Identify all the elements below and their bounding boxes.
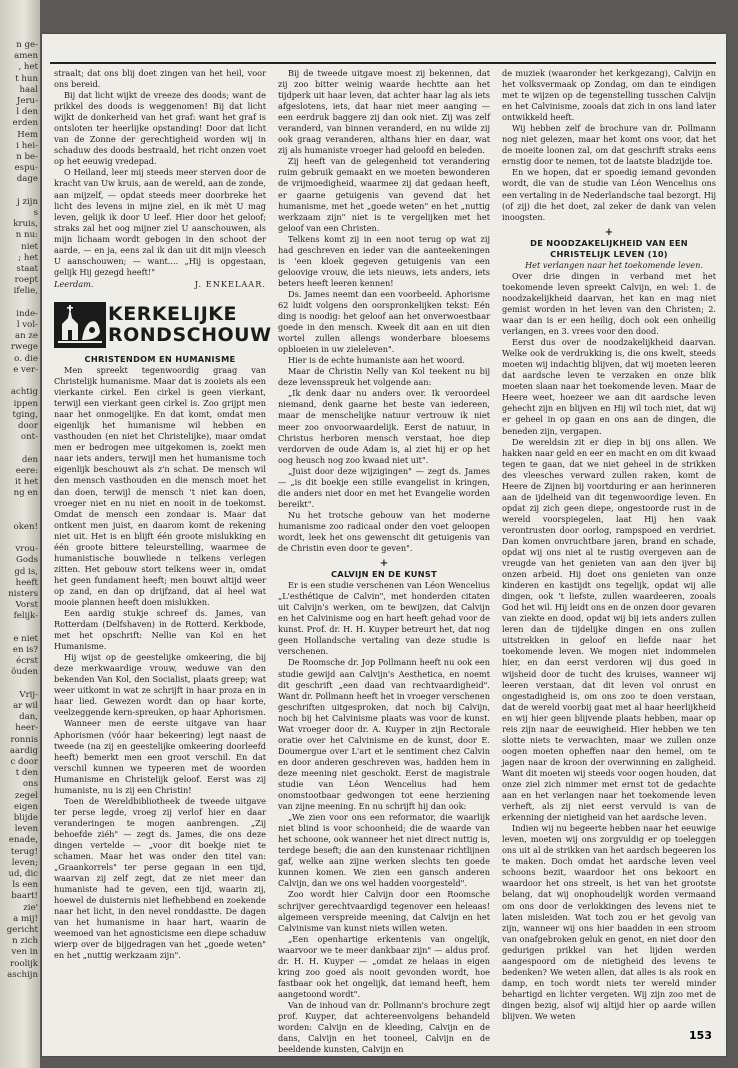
adjacent-page-fragment: Hem — [17, 129, 38, 140]
adjacent-page-fragment: blijde — [13, 813, 38, 824]
adjacent-page-fragment: zie' — [23, 902, 38, 913]
adjacent-page-fragment: espu- — [14, 163, 38, 174]
cross-ornament: + — [604, 226, 614, 238]
paragraph: Wanneer men de eerste uitgave van haar Aphorismen (vóór haar bekeering) legt naast de tweede (na zij en geestelijke omkeering doorleefd heeft) bemerkt men een groot verschil. En dat verschil kunnen we typeeren met de woorden Humanisme en Christelijk geloof. Eerst was zij humaniste, nu is zij een Christin! — [54, 718, 266, 795]
adjacent-page-fragment: aschijn — [7, 969, 38, 980]
adjacent-page-fragment: niet — [21, 241, 38, 252]
adjacent-page-fragment: amen — [14, 51, 38, 62]
paragraph: Hier is de echte humaniste aan het woord. — [288, 355, 465, 366]
adjacent-page-fragment: t hun — [15, 73, 38, 84]
adjacent-page-fragment: ont- — [20, 432, 38, 443]
adjacent-page-fragment — [1, 376, 38, 387]
adjacent-page-fragment: erden — [12, 118, 38, 129]
adjacent-page-fragment: , het — [18, 62, 38, 73]
column-1 — [54, 68, 272, 1018]
adjacent-page-fragment: staat — [16, 264, 38, 275]
adjacent-page-fragment: öuden — [11, 667, 38, 678]
adjacent-page-fragment: eere: — [15, 465, 38, 476]
signature-name: J. ENKELAAR. — [194, 278, 266, 289]
paragraph: Zoo wordt hier Calvijn door een Roomsche schrijver gerechtvaardigd tegenover een heleaas! algemeen verspreide meening, dat Calvijn en het Calvinisme van kunst niets willen weten. — [278, 889, 490, 933]
adjacent-page-fragment: zegel — [15, 790, 38, 801]
adjacent-page-fragment: Vrij- — [19, 689, 38, 700]
adjacent-page-fragment: vrou- — [15, 544, 38, 555]
adjacent-page-fragment: ; het — [18, 252, 38, 263]
adjacent-page-fragment: Gods — [16, 555, 38, 566]
adjacent-page-fragment: n ge- — [16, 40, 38, 50]
adjacent-page-text — [1, 40, 38, 1050]
paragraph: Hij wijst op de geestelijke omkeering, die bij deze merkwaardige vrouw, weduwe van den bekenden Van Kol, den Socialist, plaats greep; wat weer uitkomt in wat ze schrijft in haar proza en in haar lied. Gewezen wordt dan op haar korte, veelzeggende kern-spreuken, op haar Aphorismen. — [54, 652, 266, 718]
paragraph: De wereldsin zit er diep in bij ons allen. We hakken naar geld en eer en macht en om dit kwaad tegen te gaan, dat we niet geheel in de strikken des vleesches verward zullen raken, komt de Heere de Zijnen bij voortduring er aan herinneren aan de ijdelheid van dit tegenwoordige leven. En opdat zij zich geen diepe, ongestoorde rust in de wereld voorspiegelen, laat Hij hen vaak verontrusten door oorlog, rampspoed en verdriet. Dan komen onvruchtbare jaren, brand en schade, opdat wij ons niet al te rustig overgeven aan de vreugde van het genieten van aan den ijver bij onzen arbeid. Hij doet ons genieten van onze kinderen en kastijdt ons tegelijk, opdat wij alle dingen, ook 't liefste, zullen waardeeren, zooals God het wil. Hij leidt ons en de onzen door gevaren van ziekte en dood, opdat wij bij iets anders zullen leren dan de tijdelijke dingen en ons zullen uitstrekken in geloof en liefde naar het toekomende leven. We mogen niet indommelen hier, en dan eerst verdoren wij dus goed in wijsheid door de tucht des kruises, wanneer wij leeren verstaan, dat dit leven vol onrust en ongestadigheid is, om ons zoo te doen verstaan, dat de wereld voorbij gaat met al haar heerlijkheid en wij hier geen blijvende plaats hebben, maar op reis zijn naar de eeuwigheid. Hier hebben we ten slotte niets te verwachten, maar we zullen onze oogen moeten opheffen naar den hemel, om te jagen naar de kroon der overwinning en zaligheid. Want dit moeten wij steeds voor oogen houden, dat onze ziel zich nimmer met ernst tot de gedachte aan en het verlangen naar het toekomende leven verheft, als zij niet eerst vervuld is van de erkenning der nietigheid van het aardsche leven. — [502, 436, 716, 823]
paragraph: „Ik denk daar nu anders over. Ik veroordeel niemand, denk gaarne het beste van iedereen, maar de menschelijke natuur vertrouw ik niet meer zoo onvoorwaardelijk. Eerst de natuur, in Christus herboren mensch verstaat, hoe diep verdorven de oude Adam is, al ziet hij er op het oog heusch nog zoo kwaad niet uit". — [278, 388, 490, 465]
adjacent-page-fragment: it het — [14, 476, 38, 487]
adjacent-page-fragment: achtig — [10, 387, 38, 398]
section-text — [278, 68, 490, 554]
adjacent-page-fragment — [1, 499, 38, 510]
adjacent-page-fragment: ar wil — [13, 700, 38, 711]
adjacent-page-fragment: s — [33, 208, 38, 219]
adjacent-page-fragment — [1, 679, 38, 690]
cross-ornament: + — [379, 558, 389, 570]
adjacent-page-fragment: leven — [14, 824, 38, 835]
paragraph: Over drie dingen in verband met het toekomende leven spreekt Calvijn, en wel: 1. de noodzakelijkheid daarvan, het kan en mag niet gemist worden in het leven van den Christen; 2. waar dan is er een heilig, doch ook een onheilig verlangen, en 3. vrees voor den dood. — [502, 270, 716, 337]
adjacent-page-fragment: n be- — [16, 152, 38, 163]
rubric-title-line-2: RONDSCHOUW — [108, 323, 272, 346]
column-3 — [502, 68, 716, 1021]
adjacent-page-fragment: a mij! — [13, 913, 38, 924]
adjacent-page-fragment: t den — [15, 768, 38, 779]
paragraph: De Roomsche dr. Jop Pollmann heeft nu ook een studie gewijd aan Calvijn's Aesthetica, en noemt dit geschrift „een daad van rechtvaardigheid". Want dr. Pollmann heeft het in vroeger verschenen geschriften uitgesproken, dat noch bij Calvijn, noch bij het Calvinisme plaats was voor de kunst. Wat vroeger door dr. A. Kuyper in zijn Rectorale oratie over het Calvinisme en de kunst, door E. Doumergue over L'art et le sentiment chez Calvin en door anderen geschreven was, hadden hem in deze meening niet geschokt. Eerst de magistrale studie van Léon Wencelius had hem onomstootbaar gedwongen tot eene herziening van zijne meening. En nu schrijft hij dan ook: — [278, 657, 490, 812]
section-subtitle: Het verlangen naar het toekomende leven. — [525, 259, 703, 270]
adjacent-page-fragment: j zijn — [17, 196, 38, 207]
paragraph: Telkens komt zij in een noot terug op wat zij had geschreven en ieder van die aanteekeningen is 'een kloek gegeven getuigenis van een geloovige vrouw, die iets nieuws, iets anders, iets beters heeft leeren kennen! — [278, 233, 490, 288]
magazine-page — [42, 34, 726, 1056]
adjacent-page-fragment: écrst — [16, 656, 38, 667]
adjacent-page-fragment: ls een — [12, 880, 38, 891]
adjacent-page-fragment: heer- — [15, 723, 38, 734]
adjacent-page-fragment: en is? — [12, 644, 38, 655]
adjacent-page-fragment: l vol- — [16, 320, 38, 331]
adjacent-page-fragment: ven in — [11, 947, 38, 958]
column-2 — [278, 68, 490, 1055]
signature-place: Leerdam. — [54, 278, 94, 289]
adjacent-page-fragment: Jeru- — [16, 96, 38, 107]
top-rule — [50, 62, 716, 64]
paragraph: Bij dat licht wijkt de vreeze des doods; want de prikkel des doods is weggenomen! Bij dat licht wijkt de donkerheid van het graf: want het graf is ontsloten ter heerlijke opstanding! Door dat licht van de Zonne der gerechtigheid worden wij in schaduw des doods bestraald, het richt onzen voet op het eeuwig vredepad. — [54, 90, 266, 167]
paragraph: Men spreekt tegenwoordig graag van Christelijk humanisme. Maar dat is zooiets als een vierkante cirkel. Een cirkel is geen vierkant, terwijl een vierkant geen cirkel is. Zoo grijpt men naar het onmogelijke. En dat komt, omdat men eigenlijk het humanisme wil hebben en vasthouden (en niet het Christelijke), maar omdat men er bedrogen mee uitgekomen is, zoekt men naar iets anders, terwijl men het humanisme toch eigenlijk beschouwt als z'n schat. De mensch wil den mensch vasthouden en die mensch moet het dan doen, terwijl de mensch 't niet kan doen, vroeger niet en nu niet en nooit in de toekomst. Omdat de mensch een zondaar is. Maar dat ontkent men juist, en daarom komt de rekening niet uit. Het is en blijft één groote mislukking en één groote bittere teleurstelling, waarmee de humanistische bouwliede n telkens verlegen zitten. Het gebouw stort telkens weer in, omdat het geen fundament heeft; men bouwt altijd weer op zand, en dan op drijfzand, dat al heel wat mooie plannen heeft doen mislukken. — [54, 364, 266, 607]
section-text — [54, 365, 266, 962]
paragraph: Wij hebben zelf de brochure van dr. Pollmann nog niet gelezen, maar het komt ons voor, dat het de moeite loonen zal, om dat geschrift straks eens ernstig door te nemen, tot de laatste bladzijde toe. — [502, 123, 716, 167]
adjacent-page-fragment: o. die — [14, 353, 38, 364]
signature — [54, 279, 266, 290]
adjacent-page-fragment: rwege — [10, 342, 38, 353]
paragraph: Nu het trotsche gebouw van het moderne humanisme zoo radicaal onder den voet geloopen wordt, leek het ons gewenscht dit getuigenis van de Christin even door te geven". — [278, 509, 490, 554]
adjacent-page-fragment: enade, — [8, 835, 38, 846]
adjacent-page-fragment: oken! — [13, 521, 38, 532]
church-emblem-icon — [54, 302, 106, 348]
adjacent-page-fragment: aardig — [9, 745, 38, 756]
paragraph: O Heiland, leer mij steeds meer sterven door de kracht van Uw kruis, aan de wereld, aan de zonde, aan mijzelf, — opdat steeds meer doorbreke het licht des levens in mijne ziel, en ik mèt U mag leven, gelijk ik door U leef. Hier door het geloof; straks zal het oog mijner ziel U aanschouwen, als mijn lichaam wordt gebogen in den schoot der aarde, — en ja, eens zal ik dan uit dit mijn vleesch U aanschouwen; — want.... „Hij is opgestaan, gelijk Hij gezegd heeft!" — [54, 167, 266, 277]
adjacent-page-fragment: ud, dic — [8, 869, 38, 880]
adjacent-page-fragment: den — [21, 454, 38, 465]
adjacent-page-fragment: kruis, — [13, 219, 38, 230]
adjacent-page-fragment — [1, 186, 38, 197]
paragraph: En we hopen, dat er spoedig iemand gevonden wordt, die van de studie van Léon Wencelius ons een vertaling in de Nederlandsche taal bezorgt. Hij (of zij) die het doet, zal zeker de dank van velen inoogsten. — [502, 167, 716, 222]
adjacent-page-fragment: ons — [22, 779, 38, 790]
meditation-text — [54, 68, 266, 278]
adjacent-page-fragment: i hei- — [16, 140, 38, 151]
adjacent-page-fragment: heeft — [15, 577, 38, 588]
adjacent-page-fragment: dage — [16, 174, 38, 185]
paragraph: Eerst dus over de noodzakelijkheid daarvan. Welke ook de verdrukking is, die ons kwelt, steeds moeten wij indachtig blijven, dat wij moeten leeren dat aardsche leven te verzaken en onze blik moeten slaan naar het toekomende leven. Maar de Heere weet, hoezeer we aan dit aardsche leven gehecht zijn en blijven en Hij wil toch niet, dat wij er geheel in op gaan en ons aan de dingen, die beneden zijn, vergapen. — [502, 337, 716, 436]
adjacent-page-fragment: ifelie, — [13, 286, 38, 297]
rubric-banner — [54, 302, 272, 348]
paragraph: „Juist door deze wijzigingen" — zegt ds. James — „is dit boekje een stille evangelist in kringen, die anders niet door en met het Evangelie worden bereikt". — [278, 465, 490, 509]
adjacent-page-fragment: l den — [16, 107, 38, 118]
adjacent-page-fragment: leven; — [11, 857, 38, 868]
paragraph: Bij de tweede uitgave moest zij bekennen, dat zij zoo bitter weinig waarde hechtte aan het tijdperk uit haar leven, dat achter haar lag als iets afgeslotens, iets, dat haar niet meer aanging — een eerdruk baggere zij dan ook niet. Zij was zelf veranderd, van binnen veranderd, en nu wilde zij ook graag veranderen, althans hier en daar, wat zij als humaniste vroeger had geloofd en beleden. — [278, 68, 490, 156]
section-heading: CALVIJN EN DE KUNST — [331, 569, 437, 580]
adjacent-page-fragment: dan, — [19, 712, 38, 723]
paragraph: straalt; dat ons blij doet zingen van het heil, voor ons bereid. — [54, 68, 266, 90]
page-number: 153 — [689, 1029, 712, 1042]
adjacent-page-edge — [0, 0, 40, 1068]
section-text — [502, 68, 716, 223]
paragraph: Van de inhoud van dr. Pollmann's brochure zegt prof. Kuyper, dat achtereenvolgens behandeld worden: Calvijn en de kleeding, Calvijn en de dans, Calvijn en het tooneel, Calvijn en de beeldende kunsten, Calvijn en — [278, 999, 490, 1055]
section-heading: CHRISTENDOM EN HUMANISME — [84, 353, 236, 364]
adjacent-page-fragment — [1, 443, 38, 454]
adjacent-page-fragment — [1, 511, 38, 522]
paragraph: Indien wij nu begeerte hebben naar het eeuwige leven, moeten wij ons zorgvuldig er op toeleggen ons uit al de strikken van het aardsch begeeren los te maken. Doch omdat het aardsche leven veel schoons bezit, waardoor het ons bekoort en waardoor het ons streelt, is het van het grootste belang, dat wij onophoudelijk worden vermaand om ons door de verlokkingen des levens niet te laten misleiden. Wat toch zou er het gevolg van zijn, wanneer wij ons hier baadden in een stroom van onafgebroken geluk en genot, en niet door den gedurigen prikkel van het lijden werden aangespoord om de nietigheid des levens te bedenken? We weten allen, dat alles is als rook en damp, en toch wordt niets ter wereld minder behartigd en lichter vergeten. Wij zijn zoo met de dingen bezig, alsof wij altijd hier op aarde willen blijven. We weten — [502, 823, 716, 1021]
adjacent-page-fragment: terug! — [10, 846, 38, 857]
paragraph: Toen de Wereldbibliotheek de tweede uitgave ter perse legde, vroeg zij verlof hier en daar veranderingen te mogen aanbrengen. „Zij behoefde ziéh" — zegt ds. James, die ons deze dingen vertelde — „voor dit boekje niet te schamen. Maar het was onder den titel van: „Graankorrels" ter perse gegaan in een tijd, waarvan zij zelf zegt, dat ze niet meer dan humaniste had te geven, een tijd, waarin zij, hoewel de duisternis niet liefhebbend en zoekende naar het licht, in den nevel ronddastte. De dagen van het humanisme in haar hart, waarin de weemoed van het agnosticisme een diepe schaduw wierp over de bijgedragen van het „goede weten" en het „nuttig werkzaam zijn". — [54, 795, 266, 961]
adjacent-page-fragment: baart! — [11, 891, 38, 902]
adjacent-page-fragment: an ze — [14, 331, 38, 342]
adjacent-page-fragment: felijk- — [13, 611, 38, 622]
paragraph: Een aardig stukje schreef ds. James, van Rotterdam (Delfshaven) in de Rotterd. Kerkbode, met het opschrift: Nellie van Kol en het Humanisme. — [54, 608, 266, 652]
section-text — [278, 580, 490, 1055]
paragraph: „Een openhartige erkentenis van ongelijk, waarvoor we te meer dankbaar zijn" — aldus prof. dr. H. H. Kuyper — „omdat ze helaas in eigen kring zoo goed als nooit gevonden wordt, hoe fastbaar ook het ongelijk, dat iemand heeft, hem aangetoond wordt". — [278, 933, 490, 999]
adjacent-page-fragment: roept — [14, 275, 38, 286]
adjacent-page-fragment: n zich — [12, 936, 38, 947]
adjacent-page-fragment: ng en — [13, 488, 38, 499]
adjacent-page-fragment: Vorst — [15, 600, 38, 611]
paragraph: Maar de Christin Nelly van Kol teekent nu bij deze levensspreuk het volgende aan: — [278, 366, 490, 388]
adjacent-page-fragment — [1, 533, 38, 544]
paragraph: de muziek (waaronder het kerkgezang), Calvijn en het volksvermaak op Zondag, om dan te eindigen met te wijzen op de tegenstelling tusschen Calvijn en het Calvinisme, zooals dat zich in ons land later ontwikkeld heeft. — [502, 68, 716, 123]
rubric-title-line-1: KERKELIJKE — [108, 302, 237, 325]
adjacent-page-fragment: eigen — [14, 801, 38, 812]
section-text — [502, 271, 716, 1022]
paragraph: Zij heeft van de gelegenheid tot verandering ruim gebruik gemaakt en we moeten bewonderen de vrijmoedigheid, waarmee zij dat gedaan heeft, er gaarne getuigenis van gevend dat het humanisme, met het „goede weten" en het „nuttig werkzaam zijn" niet is te vergelijken met het geloof van een Christen. — [278, 156, 490, 233]
section-heading: DE NOODZAKELIJKHEID VAN EEN CHRISTELIJK LEVEN (10) — [530, 237, 688, 259]
adjacent-page-fragment: e ver- — [13, 364, 38, 375]
adjacent-page-fragment: gericht — [6, 925, 38, 936]
adjacent-page-fragment: inde- — [16, 308, 38, 319]
adjacent-page-fragment: c door — [10, 757, 38, 767]
adjacent-page-fragment: door — [18, 420, 38, 431]
adjacent-page-fragment: n nu: — [15, 230, 38, 241]
adjacent-page-fragment: e niet — [13, 633, 38, 644]
paragraph: Ds. James neemt dan een voorbeeld. Aphorisme 62 luidt volgens den oorspronkelijken tekst: Eén ding is noodig: het geloof aan het onverwoestbaar goede in den mensch. Kweek dit aan en uit dien wortel zullen allengs wonderbare bloesems opbloeien in uw zieleleven". — [278, 288, 490, 355]
adjacent-page-fragment: roolijk — [10, 958, 38, 969]
adjacent-page-fragment: haal — [19, 84, 38, 95]
adjacent-page-fragment: nisters — [8, 588, 38, 599]
paragraph: Er is een studie verschenen van Léon Wencelius „L'esthétique de Calvin", met honderden citaten uit Calvijn's werken, om te bewijzen, dat Calvijn en het Calvinisme oog en hart heeft gehad voor de kunst. Prof. dr. H. H. Kuyper betreurt het, dat nog geen Hollandsche vertaling van deze studie is verschenen. — [278, 580, 490, 657]
paragraph: „We zien voor ons een reformator, die waarlijk niet blind is voor schoonheid; die de waarde van het schoone, ook wanneer het niet direct nuttig is, terdege beseft; die aan den kunstenaar richtlijnen gaf, welke aan zijne werken slechts ten goede kunnen komen. We zien een gansch anderen Calvijn, dan we ons wel hadden voorgesteld". — [278, 812, 490, 889]
adjacent-page-fragment — [1, 623, 38, 634]
adjacent-page-fragment: gd is, — [14, 566, 38, 577]
adjacent-page-fragment: ronnis — [10, 734, 38, 745]
adjacent-page-fragment: ippen — [13, 398, 38, 409]
adjacent-page-fragment — [1, 298, 38, 309]
adjacent-page-fragment: tging, — [12, 409, 38, 420]
